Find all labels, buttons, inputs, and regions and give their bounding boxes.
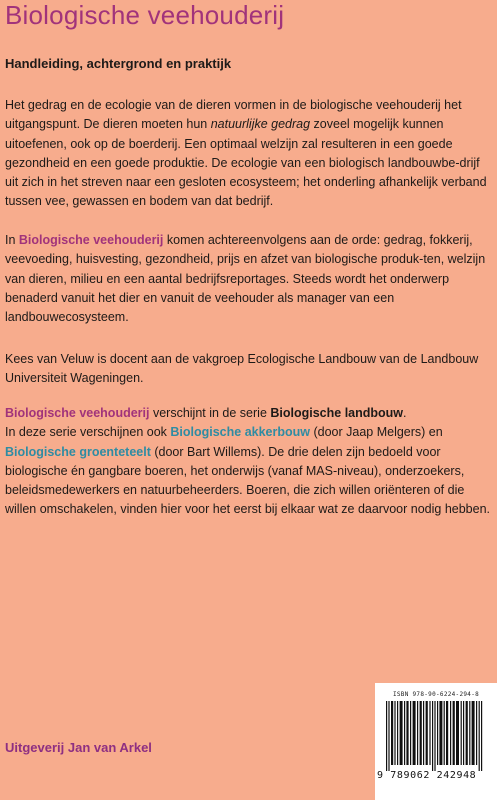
emphasis-natural-behaviour: natuurlijke gedrag [210,117,311,132]
book-subtitle: Handleiding, achtergrond en praktijk [5,56,232,71]
contents-text-b: komen achtereenvolgens aan de orde: gedrag, fokkerij, veevoeding, huisvesting, gezondheid, prijs en afzet van biologische produk-ten, welzijn van dieren, milieu en een aantal bedrijfsreportages. Steeds wordt het onderwerp benaderd vanuit het dier en vanuit de veehouder als manager van een landbouwecosysteem. [5,233,486,325]
series-text-e: (door Bart Willems). De drie delen zijn bedoeld voor biologische én gangbare boeren, het onderwijs (vanaf MAS-niveau), onderzoekers, beleidsmedewerkers en natuurbeheerders. Boeren, die zich willen oriënteren of die willen omschakelen, vinden hier voor het eerst bij elkaar wat ze daarvoor nodig hebben. [5,444,491,517]
series-title-groenteteelt: Biologische groenteteelt [5,444,151,459]
intro-paragraph [5,96,493,212]
book-title: Biologische veehouderij [5,0,285,30]
series-paragraph [5,404,493,520]
contents-book-title: Biologische veehouderij [18,233,164,247]
series-text-b: . [403,406,407,420]
publisher-name: Uitgeverij Jan van Arkel [5,740,152,755]
author-paragraph: Kees van Veluw is docent aan de vakgroep Ecologische Landbouw van de Landbouw Universiteit Wageningen. [5,352,479,386]
isbn-number: ISBN 978-90-6224-294-8 [392,691,480,698]
contents-text-a: In [5,233,19,247]
barcode-bars [386,701,486,771]
isbn-barcode [375,683,497,800]
contents-paragraph [5,231,493,327]
series-title-akkerbouw: Biologische akkerbouw [170,425,310,440]
series-name: Biologische landbouw [270,406,404,420]
series-text-c: In deze serie verschijnen ook [5,425,171,440]
ean-number: 9 789062 242948 [377,770,477,781]
series-text-d: (door Jaap Melgers) en [310,425,443,440]
series-book-title: Biologische veehouderij [5,406,150,420]
series-text-a: verschijnt in de serie [149,406,271,420]
intro-text-a: Het gedrag en de ecologie van de dieren vormen in de biologische veehouderij het uitgangspunt. De dieren moeten hun [5,98,462,132]
intro-text-b: zoveel mogelijk kunnen uitoefenen, ook op de boerderij. Een optimaal welzijn zal resulteren in een goede gezondheid en een goede produktie. De ecologie van een biologisch landbouwbe-drijf uit zich in het streven naar een gesloten ecosysteem; het onderling afhankelijk verband tussen vee, gewassen en bodem van dat bedrijf. [5,117,487,209]
